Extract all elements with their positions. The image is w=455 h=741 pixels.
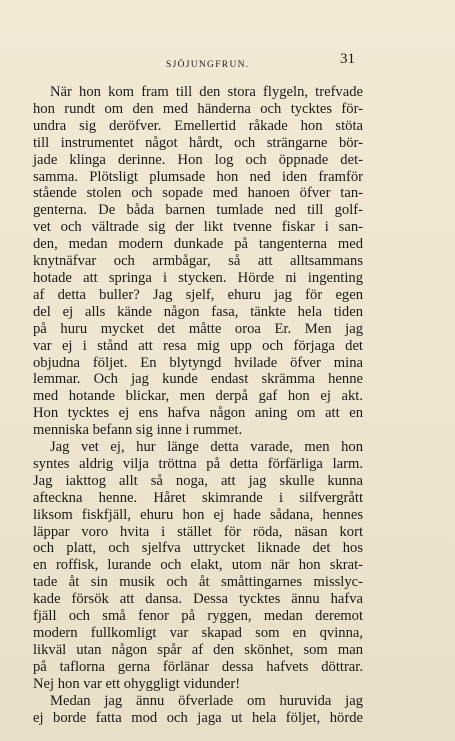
text-line: När hon kom fram till den stora flygeln, trefvade (50, 84, 363, 100)
text-line: läppar voro hvita i stället för röda, näsan kort (33, 523, 363, 540)
paragraph-3 (33, 693, 363, 727)
text-line: Nej hon var ett ohyggligt vidunder! (33, 675, 241, 692)
text-line: fjäll och små fenor på ryggen, medan deremot (33, 608, 363, 625)
running-head: SJÖJUNGFRUN. (166, 60, 250, 70)
text-line: lemmar. Och jag kunde endast skrämma henne (33, 371, 363, 388)
page-number: 31 (340, 51, 355, 67)
text-line: ej borde fatta mod och jaga ut hela följet, hörde (33, 709, 363, 726)
text-line: knytnäfvar och armbågar, så att alltsammans (33, 253, 363, 270)
text-line: genterna. De båda barnen tumlade ned till golf- (33, 202, 363, 219)
text-line: Medan jag ännu öfverlade om huruvida jag (50, 692, 363, 709)
text-line: jade klinga derinne. Hon log och öppnade det- (33, 151, 363, 168)
text-line: Jag iakttog allt så noga, att jag skulle kunna (33, 472, 363, 489)
text-line: på taflorna gerna förlänar dessa hafvets döttrar. (33, 658, 363, 675)
text-line: den, medan modern dunkade på tangenterna med (33, 236, 363, 253)
text-line: var ej i stånd att resa mig upp och förjaga det (33, 337, 363, 354)
body-text (33, 84, 363, 726)
text-line: hon rundt om den med händerna och tycktes för- (33, 100, 363, 117)
text-line: Jag vet ej, hur länge detta varade, men hon (50, 439, 363, 456)
text-line: afteckna henne. Håret skimrande i silfvergrått (33, 489, 363, 506)
text-line: menniska befann sig inne i rummet. (33, 422, 243, 439)
text-line: på huru mycket det måtte oroa Er. Men jag (33, 320, 363, 337)
text-line: stående stolen och sopade med hanoen öfver tan- (33, 185, 363, 202)
text-line: vet och vältrade sig der likt tvenne fiskar i san- (33, 219, 363, 236)
text-line: med hotande blickar, men derpå gaf hon ej akt. (33, 388, 363, 405)
text-line: del ej alls kände någon fasa, tänkte hela tiden (33, 303, 363, 320)
text-line: hotade att springa i stycken. Hörde ni ingenting (33, 269, 363, 286)
text-line: syntes aldrig vilja tröttna på detta förfärliga larm. (33, 455, 363, 472)
text-line: Hon tycktes ej ens hafva någon aning om att en (33, 405, 363, 422)
text-line: likväl utan någon spår af den skönhet, som man (33, 641, 363, 658)
text-line: tade åt sin musik och åt småttingarnes misslyc- (33, 574, 363, 591)
text-line: samma. Plötsligt plumsade hon ned iden framför (33, 168, 363, 185)
text-line: undra sig deröfver. Emellertid råkade hon stöta (33, 117, 363, 134)
text-line: och platt, och sjelfva uttrycket liknade det hos (33, 540, 363, 557)
paragraph-1 (33, 84, 363, 439)
text-line: kade försök att dansa. Dessa tycktes ännu hafva (33, 591, 363, 608)
text-line: en roffisk, lurande och elakt, utom när hon skrat- (33, 557, 363, 574)
text-line: modern fullkomligt var skapad som en qvinna, (33, 625, 363, 641)
text-line: af detta buller? Jag sjelf, ehuru jag för egen (33, 286, 363, 303)
text-line: objudna följet. En blytyngd hvilade öfver mina (33, 354, 363, 371)
text-line: liksom fiskfjäll, ehuru hon ej hade sådana, hennes (33, 506, 363, 523)
paragraph-2 (33, 439, 363, 693)
text-line: till instrumentet något hårdt, och strängarne bör- (33, 134, 363, 151)
